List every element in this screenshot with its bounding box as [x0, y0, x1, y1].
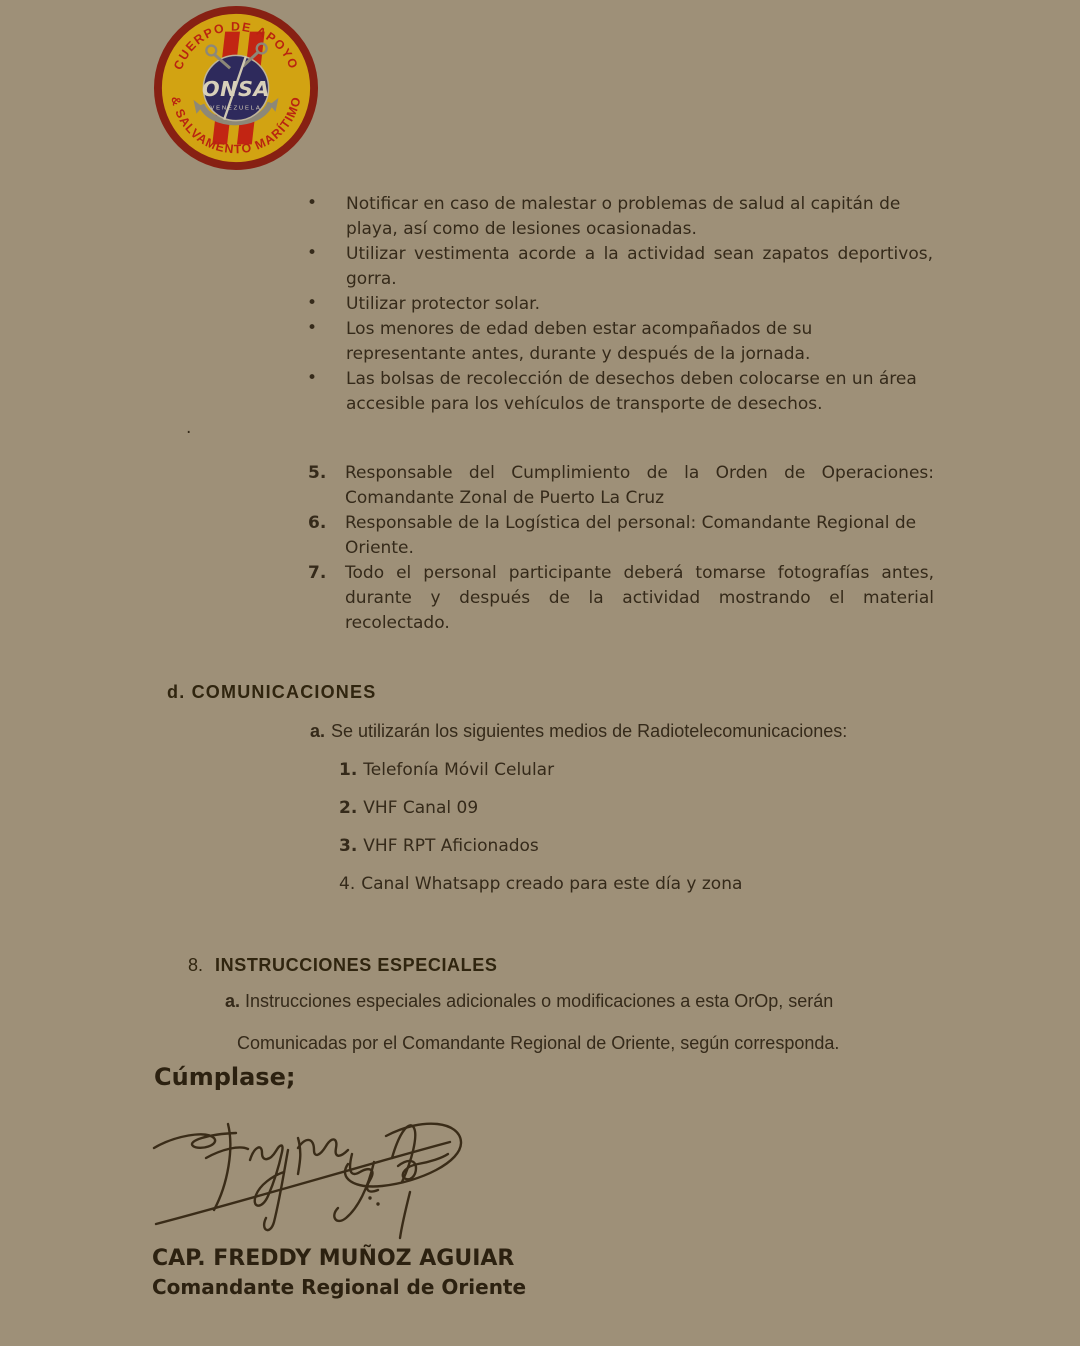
item-text: Telefonía Móvil Celular	[363, 760, 555, 780]
item-number: 7.	[308, 563, 327, 583]
bullet-text: Los menores de edad deben estar acompañados de su representante antes, durante y después de la jornada.	[346, 319, 813, 364]
item-number: 3.	[339, 836, 358, 856]
list-item	[305, 292, 933, 317]
item-text: Responsable del Cumplimiento de la Orden de Operaciones: Comandante Zonal de Puerto La Cruz	[345, 463, 934, 508]
logo-arc-bottom-text: & SALVAMENTO MARÍTIMO	[168, 94, 304, 157]
item-text: Todo el personal participante deberá tomarse fotografías antes, durante y después de la actividad mostrando el material recolectado.	[345, 563, 934, 633]
bullet-icon: •	[307, 193, 318, 213]
cumplase-text: Cúmplase;	[154, 1063, 296, 1091]
list-item	[305, 192, 933, 242]
list-item	[339, 874, 742, 894]
bullet-text: Notificar en caso de malestar o problemas de salud al capitán de playa, así como de lesiones ocasionadas.	[346, 194, 901, 239]
logo-country-text: VENEZUELA	[210, 105, 262, 112]
bullet-icon: •	[307, 243, 318, 263]
item-number: 2.	[339, 798, 358, 818]
item-text: VHF RPT Aficionados	[363, 836, 539, 856]
section-heading-comunicaciones	[167, 682, 376, 703]
item-text: Canal Whatsapp creado para este día y zona	[361, 874, 743, 894]
list-item	[339, 798, 742, 818]
list-item	[305, 367, 933, 417]
bullet-text: Utilizar vestimenta acorde a la actividad sean zapatos deportivos, gorra.	[346, 244, 933, 289]
signer-title: Comandante Regional de Oriente	[152, 1275, 527, 1299]
special-paragraph-line2: Comunicadas por el Comandante Regional de Oriente, según corresponda.	[237, 1033, 840, 1053]
list-item	[305, 317, 933, 367]
paragraph-letter: a.	[225, 991, 241, 1011]
bullet-list	[305, 192, 933, 417]
item-number: 6.	[308, 513, 327, 533]
bullet-icon: •	[307, 318, 318, 338]
signature-strokes	[148, 1096, 470, 1242]
section-heading-instrucciones-especiales	[188, 955, 497, 976]
bullet-icon: •	[307, 293, 318, 313]
bullet-text: Utilizar protector solar.	[346, 294, 540, 314]
item-text: Responsable de la Logística del personal: Comandante Regional de Oriente.	[345, 513, 917, 558]
onsa-logo-seal	[152, 4, 320, 172]
onsa-logo	[152, 4, 320, 172]
comms-intro-line	[310, 721, 950, 742]
stray-period: .	[186, 418, 192, 438]
signer-name: CAP. FREDDY MUÑOZ AGUIAR	[152, 1246, 515, 1271]
bullet-icon: •	[307, 368, 318, 388]
paragraph-text: Instrucciones especiales adicionales o modificaciones a esta OrOp, serán	[245, 991, 834, 1011]
list-item	[308, 461, 934, 511]
list-item	[339, 836, 742, 856]
paragraph-text: Se utilizarán los siguientes medios de Radiotelecomunicaciones:	[331, 721, 848, 741]
heading-text: COMUNICACIONES	[191, 682, 377, 702]
item-number: 5.	[308, 463, 327, 483]
comms-media-list	[339, 760, 742, 912]
heading-number: 8.	[188, 955, 204, 975]
item-text: VHF Canal 09	[363, 798, 479, 818]
special-paragraph-line1	[225, 991, 945, 1012]
numbered-list	[308, 461, 934, 636]
logo-arc-top-text: CUERPO DE APOYO	[170, 19, 302, 72]
list-item	[305, 242, 933, 292]
heading-prefix: d.	[167, 682, 186, 702]
list-item	[308, 511, 934, 561]
list-item	[308, 561, 934, 636]
list-item	[339, 760, 742, 780]
item-number: 1.	[339, 760, 358, 780]
bullet-text: Las bolsas de recolección de desechos deben colocarse en un área accesible para los vehículos de transporte de desechos.	[346, 369, 917, 414]
item-number: 4.	[339, 874, 356, 894]
logo-center-text: ONSA	[202, 76, 270, 101]
heading-text: INSTRUCCIONES ESPECIALES	[215, 955, 498, 975]
handwritten-signature	[148, 1096, 470, 1242]
paragraph-letter: a.	[310, 721, 326, 741]
